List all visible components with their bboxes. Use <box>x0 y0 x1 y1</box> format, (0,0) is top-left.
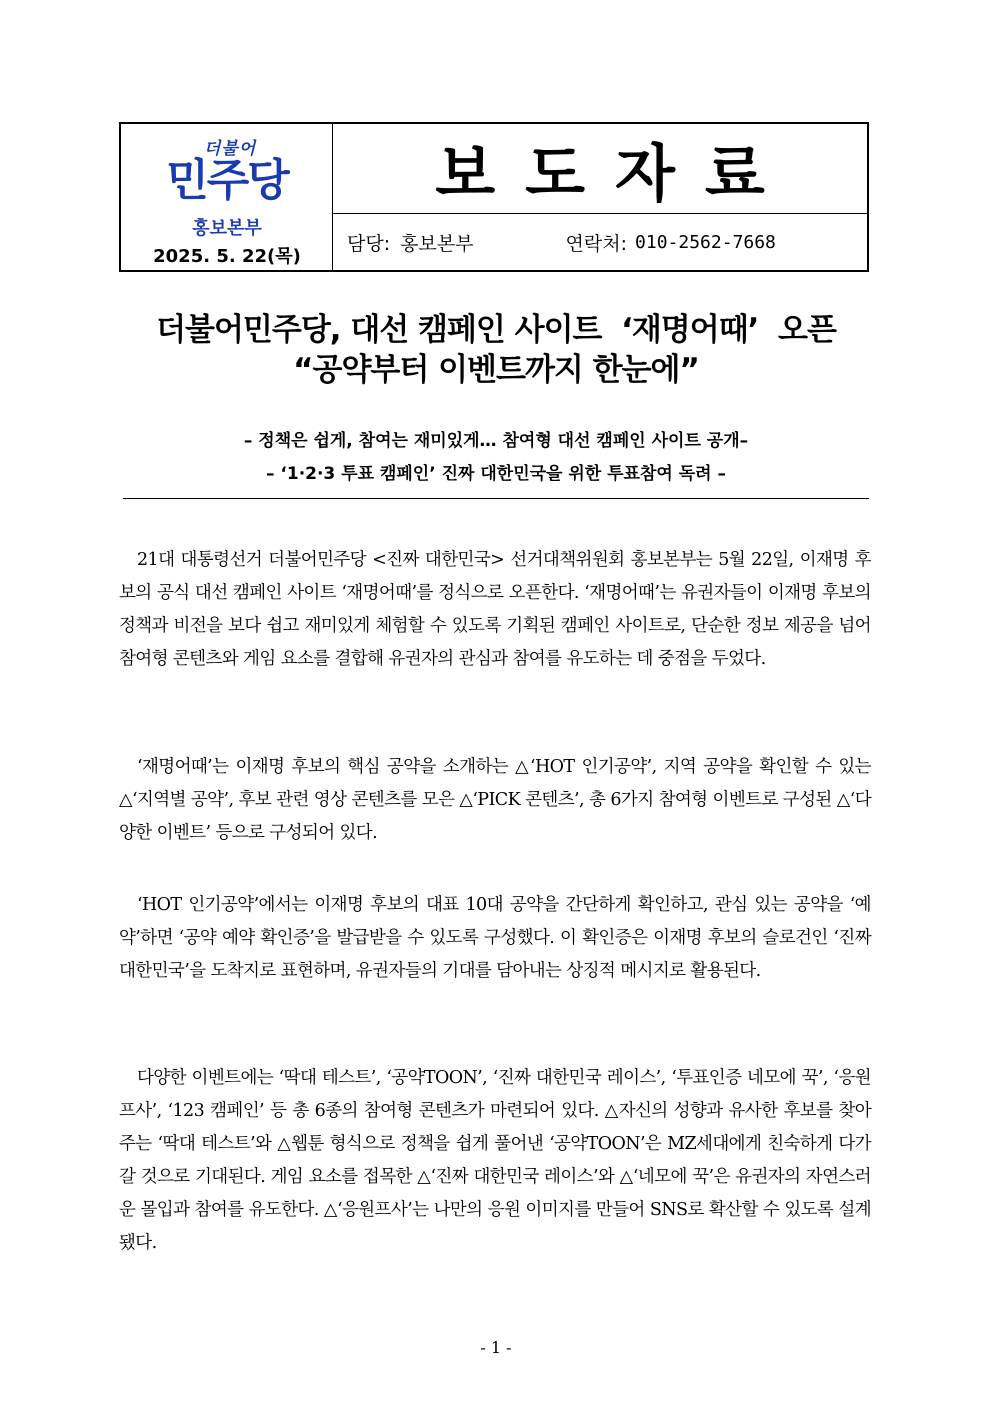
paragraph-3: ‘HOT 인기공약’에서는 이재명 후보의 대표 10대 공약을 간단하게 확인하고, 관심 있는 공약을 ‘예약’하면 ‘공약 예약 확인증’을 발급받을 수 있도록 구성했다. 이 확인증은 이재명 후보의 슬로건인 ‘진짜 대한민국’을 도착지로 표현하며, 유권자들의 기대를 담아내는 상징적 메시지로 활용된다. <box>119 895 871 981</box>
contact-label: 담당: <box>347 232 391 255</box>
contact-row <box>333 214 867 270</box>
paragraph-1: 21대 대통령선거 더불어민주당 <진짜 대한민국> 선거대책위원회 홍보본부는 5월 22일, 이재명 후보의 공식 대선 캠페인 사이트 ‘재명어때’를 정식으로 오픈한다. ‘재명어때’는 유권자들이 이재명 후보의 정책과 비전을 보다 쉽고 재미있게 체험할 수 있도록 기획된 캠페인 사이트로, 단순한 정보 제공을 넘어 참여형 콘텐츠와 게임 요소를 결합해 유권자의 관심과 참여를 유도하는 데 중점을 두었다. <box>119 550 871 669</box>
logo-department: 홍보본부 <box>192 218 262 239</box>
paragraph-2: ‘재명어때’는 이재명 후보의 핵심 공약을 소개하는 △‘HOT 인기공약’, 지역 공약을 확인할 수 있는 △‘지역별 공약’, 후보 관련 영상 콘텐츠를 모은 △‘PICK 콘텐츠’, 총 6가지 참여형 이벤트로 구성된 △‘다양한 이벤트’ 등으로 구성되어 있다. <box>119 757 871 843</box>
divider-rule <box>123 498 869 499</box>
release-date: 2025. 5. 22(목) <box>153 246 301 267</box>
page-number: - 1 - <box>480 1338 512 1357</box>
headline <box>0 310 992 390</box>
logo-small-text: 더불어 <box>203 139 257 159</box>
phone-label: 연락처: <box>565 232 628 255</box>
headline-line-1: 더불어민주당, 대선 캠페인 사이트 ‘재명어때’ 오픈 <box>156 312 836 348</box>
logo-party-name: 민주당 <box>166 155 288 206</box>
title-cell <box>333 124 867 214</box>
subheading-1: – 정책은 쉽게, 참여는 재미있게… 참여형 대선 캠페인 사이트 공개– <box>243 431 749 451</box>
phone-number: 010-2562-7668 <box>635 231 776 253</box>
paragraph-4: 다양한 이벤트에는 ‘딱대 테스트’, ‘공약TOON’, ‘진짜 대한민국 레이스’, ‘투표인증 네모에 꾹’, ‘응원프사’, ‘123 캠페인’ 등 총 6종의 참여형 콘텐츠가 마련되어 있다. △자신의 성향과 유사한 후보를 찾아주는 ‘딱대 테스트’와 △웹툰 형식으로 정책을 쉽게 풀어낸 ‘공약TOON’은 MZ세대에게 친숙하게 다가갈 것으로 기대된다. 게임 요소를 접목한 △‘진짜 대한민국 레이스’와 △‘네모에 꾹’은 유권자의 자연스러운 몰입과 참여를 유도한다. △‘응원프사’는 나만의 응원 이미지를 만들어 SNS로 확산할 수 있도록 설계됐다. <box>119 1068 871 1253</box>
document-title: 보도자료 <box>435 137 795 210</box>
subheading-2: – ‘1·2·3 투표 캠페인’ 진짜 대한민국을 위한 투표참여 독려 – <box>265 464 727 484</box>
contact-value: 홍보본부 <box>400 232 474 255</box>
headline-line-2: “공약부터 이벤트까지 한눈에” <box>293 352 699 388</box>
header-box <box>119 122 869 272</box>
party-logo <box>121 124 333 270</box>
